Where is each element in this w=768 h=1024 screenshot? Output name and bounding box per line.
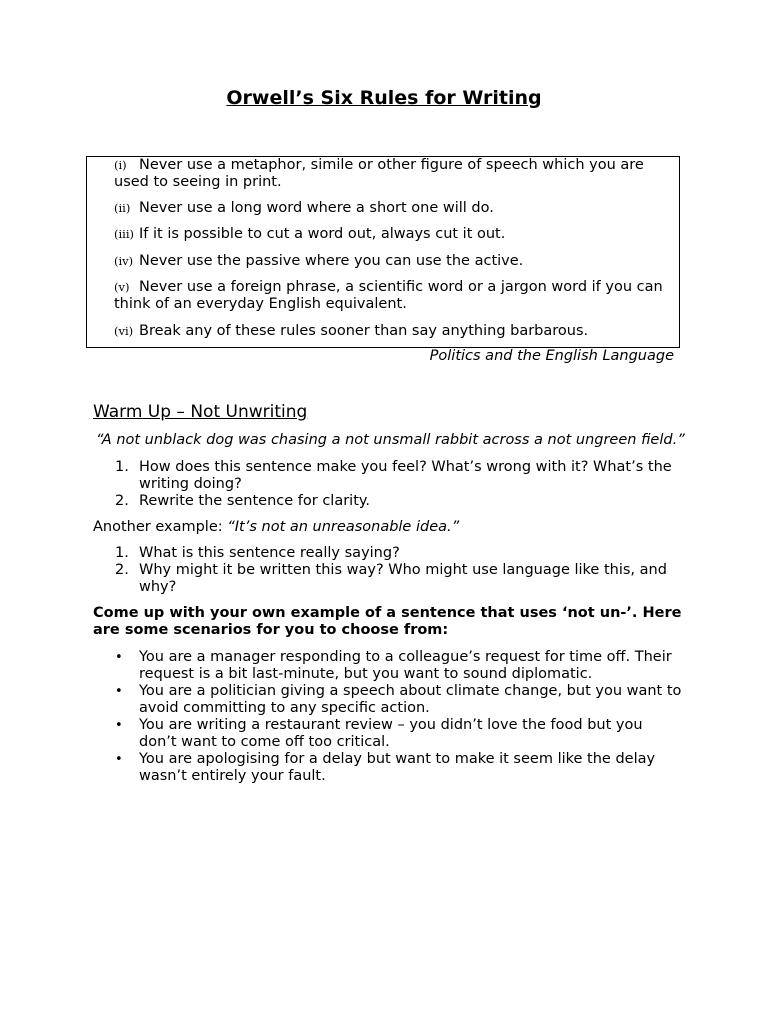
- rule-text: If it is possible to cut a word out, always cut it out.: [139, 226, 506, 242]
- another-example-quote: “It’s not an unreasonable idea.”: [227, 519, 460, 535]
- bullet-icon: •: [115, 718, 123, 733]
- rule-item: [114, 157, 676, 191]
- question-list: [93, 545, 683, 596]
- list-item: [93, 717, 683, 751]
- list-item-text: You are a politician giving a speech about climate change, but you want to avoid committing to any specific action.: [139, 683, 682, 716]
- rule-text: Never use the passive where you can use the active.: [139, 253, 524, 269]
- list-number: 1.: [115, 545, 129, 561]
- rule-item: [114, 279, 676, 313]
- rules-box: [86, 156, 680, 348]
- question-list: [93, 459, 683, 510]
- rule-text: Never use a long word where a short one will do.: [139, 200, 494, 216]
- rule-item: [114, 200, 676, 217]
- list-item-text: How does this sentence make you feel? What’s wrong with it? What’s the writing doing?: [139, 459, 672, 492]
- bullet-icon: •: [115, 650, 123, 665]
- list-item: [93, 493, 683, 510]
- rule-item: [114, 253, 676, 270]
- rule-number: (vi): [114, 324, 134, 338]
- list-item: [93, 545, 683, 562]
- list-item-text: What is this sentence really saying?: [139, 545, 400, 561]
- scenario-list: [93, 649, 683, 785]
- list-item: [93, 751, 683, 785]
- rule-text: Never use a foreign phrase, a scientific word or a jargon word if you can think of an everyday English equivalent.: [114, 279, 663, 312]
- list-number: 2.: [115, 562, 129, 578]
- list-item-text: You are apologising for a delay but want to make it seem like the delay wasn’t entirely your fault.: [139, 751, 656, 784]
- rule-text: Break any of these rules sooner than say anything barbarous.: [139, 323, 589, 339]
- bullet-icon: •: [115, 684, 123, 699]
- another-example: [93, 519, 459, 536]
- source-citation: Politics and the English Language: [429, 348, 674, 364]
- list-number: 2.: [115, 493, 129, 509]
- list-item-text: Rewrite the sentence for clarity.: [139, 493, 371, 509]
- list-item-text: Why might it be written this way? Who might use language like this, and why?: [139, 562, 667, 595]
- rule-number: (iii): [114, 227, 135, 241]
- example-quote: “A not unblack dog was chasing a not unsmall rabbit across a not ungreen field.”: [96, 432, 685, 448]
- rule-number: (i): [114, 158, 127, 172]
- list-item: [93, 459, 683, 493]
- task-instruction: Come up with your own example of a sentence that uses ‘not un-’. Here are some scenarios for you to choose from:: [93, 605, 682, 638]
- rule-number: (v): [114, 280, 130, 294]
- rule-number: (ii): [114, 201, 131, 215]
- list-item: [93, 683, 683, 717]
- rule-item: [114, 226, 676, 243]
- list-item: [93, 649, 683, 683]
- list-number: 1.: [115, 459, 129, 475]
- list-item-text: You are a manager responding to a colleague’s request for time off. Their request is a bit last-minute, but you want to sound diplomatic.: [139, 649, 672, 682]
- rule-number: (iv): [114, 254, 134, 268]
- bullet-icon: •: [115, 752, 123, 767]
- list-item-text: You are writing a restaurant review – you didn’t love the food but you don’t want to come off too critical.: [139, 717, 643, 750]
- section-heading: Warm Up – Not Unwriting: [93, 402, 308, 422]
- rule-text: Never use a metaphor, simile or other figure of speech which you are used to seeing in print.: [114, 157, 644, 190]
- list-item: [93, 562, 683, 596]
- rule-item: [114, 323, 676, 340]
- another-example-label: Another example:: [93, 519, 228, 535]
- page-title: Orwell’s Six Rules for Writing: [226, 87, 542, 109]
